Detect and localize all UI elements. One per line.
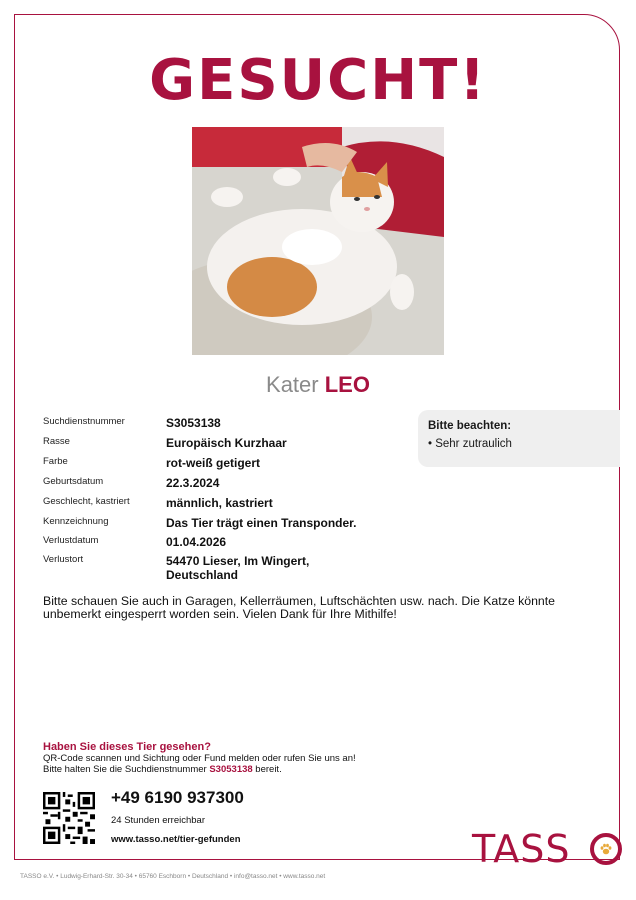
detail-label: Geburtsdatum <box>43 476 104 487</box>
pet-kind: Kater <box>266 372 319 397</box>
notice-text: Bitte schauen Sie auch in Garagen, Kellerräumen, Luftschächten usw. nach. Die Katze könnte unbemerkt eingesperrt worden sein. Vielen Dank für Ihre Mithilfe! <box>43 594 555 621</box>
cta-line2-post: bereit. <box>252 764 282 775</box>
cta-line2-pre: Bitte halten Sie die Suchdienstnummer <box>43 764 210 775</box>
cta-line2 <box>43 764 563 775</box>
note-box <box>418 410 620 467</box>
footer-address: TASSO e.V. • Ludwig-Erhard-Str. 30-34 • 65760 Eschborn • Deutschland • info@tasso.net • www.tasso.net <box>20 873 326 880</box>
detail-label: Farbe <box>43 456 68 467</box>
call-to-action <box>43 741 563 775</box>
cat-photo-illustration <box>192 127 444 355</box>
paw-icon <box>599 842 613 856</box>
pet-name: LEO <box>324 372 370 397</box>
detail-value: 01.04.2026 <box>166 535 227 549</box>
pet-name-heading <box>0 372 636 398</box>
availability-text: 24 Stunden erreichbar <box>111 815 206 826</box>
tasso-logo <box>472 826 622 872</box>
detail-row <box>43 456 403 476</box>
logo-text: TASS <box>472 827 571 871</box>
detail-row <box>43 436 403 456</box>
detail-value: 22.3.2024 <box>166 476 220 490</box>
detail-row <box>43 535 403 554</box>
detail-row <box>43 516 403 535</box>
note-item: • Sehr zutraulich <box>428 438 512 450</box>
detail-row <box>43 496 403 516</box>
detail-row <box>43 476 403 496</box>
detail-label: Verlustdatum <box>43 535 99 546</box>
detail-label: Suchdienstnummer <box>43 416 125 427</box>
detail-value: S3053138 <box>166 416 221 430</box>
detail-label: Rasse <box>43 436 70 447</box>
detail-value: Das Tier trägt einen Transponder. <box>166 516 357 530</box>
qr-code-icon[interactable] <box>43 792 95 844</box>
detail-value: männlich, kastriert <box>166 496 273 510</box>
detail-row <box>43 416 403 436</box>
cta-line1: QR-Code scannen und Sichtung oder Fund melden oder rufen Sie uns an! <box>43 753 356 764</box>
detail-label: Geschlecht, kastriert <box>43 496 130 507</box>
details-list <box>43 416 403 584</box>
detail-label: Kennzeichnung <box>43 516 109 527</box>
detail-value: rot-weiß getigert <box>166 456 261 470</box>
cat-photo <box>192 127 444 355</box>
logo-o-circle <box>590 833 622 865</box>
cta-search-number: S3053138 <box>209 764 253 775</box>
detail-value: 54470 Lieser, Im Wingert, Deutschland <box>166 554 310 582</box>
cta-heading: Haben Sie dieses Tier gesehen? <box>43 741 211 753</box>
website-link[interactable]: www.tasso.net/tier-gefunden <box>111 834 241 845</box>
detail-row <box>43 554 403 584</box>
detail-label: Verlustort <box>43 554 84 565</box>
note-title: Bitte beachten: <box>428 420 512 432</box>
detail-value: Europäisch Kurzhaar <box>166 436 287 450</box>
poster-title: GESUCHT! <box>149 48 487 113</box>
phone-number[interactable]: +49 6190 937300 <box>111 788 244 807</box>
